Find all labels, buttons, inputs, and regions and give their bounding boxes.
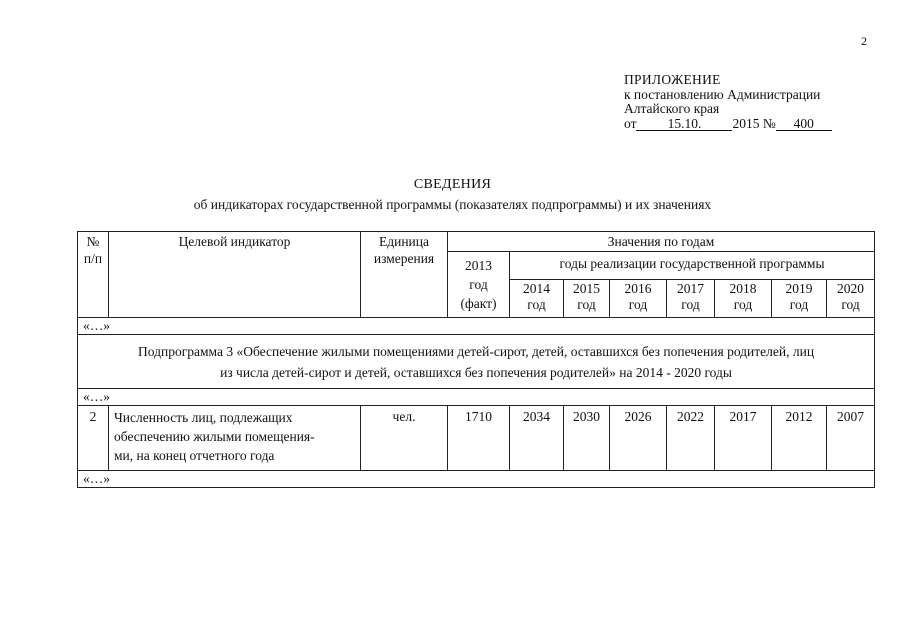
appendix-title: ПРИЛОЖЕНИЕ: [624, 72, 721, 87]
decree-date: 15.10.: [636, 117, 732, 131]
value-2015: 2030: [564, 406, 610, 471]
header-base-year: [448, 252, 510, 318]
base-year-note: год (факт): [460, 277, 497, 311]
base-year: 2013: [465, 258, 492, 273]
row-unit: чел.: [361, 406, 448, 471]
table-row: [78, 318, 875, 335]
header-row: [78, 232, 875, 252]
ellipsis-row: «…»: [78, 389, 875, 406]
header-year-2016: 2016 год: [610, 280, 667, 318]
value-2013: 1710: [448, 406, 510, 471]
page-number: 2: [861, 34, 867, 48]
table-row: [78, 389, 875, 406]
decree-number: 400: [776, 117, 832, 131]
header-values-by-year: Значения по годам: [448, 232, 875, 252]
ellipsis-row: «…»: [78, 318, 875, 335]
subprogram-line-2: из числа детей-сирот и детей, оставшихся без попечения родителей» на 2014 - 2020 годы: [220, 364, 732, 380]
header-year-2014: 2014 год: [510, 280, 564, 318]
appendix-line-1: к постановлению Администрации: [624, 86, 821, 102]
value-2017: 2022: [667, 406, 715, 471]
appendix-date-line: [624, 117, 832, 132]
header-year-2019: 2019 год: [772, 280, 827, 318]
header-unit: Единица измерения: [361, 232, 448, 318]
value-2019: 2012: [772, 406, 827, 471]
header-year-2018: 2018 год: [715, 280, 772, 318]
table-row: [78, 335, 875, 389]
appendix-block: [624, 73, 832, 131]
value-2020: 2007: [827, 406, 875, 471]
document-subtitle: об индикаторах государственной программы (показателях подпрограммы) и их значениях: [193, 197, 712, 212]
subprogram-title: [78, 335, 875, 389]
indicators-table: [77, 231, 875, 488]
year-label: 2015 №: [732, 115, 776, 131]
table-row: [78, 406, 875, 471]
document-title: СВЕДЕНИЯ: [413, 177, 492, 192]
ellipsis-row: «…»: [78, 471, 875, 488]
header-indicator: Целевой индикатор: [109, 232, 361, 318]
subprogram-line-1: Подпрограмма 3 «Обеспечение жилыми помещениями детей-сирот, детей, оставшихся без попечения родителей, лиц: [138, 343, 815, 359]
row-num: 2: [78, 406, 109, 471]
header-year-2015: 2015 год: [564, 280, 610, 318]
value-2014: 2034: [510, 406, 564, 471]
header-implementation-years: годы реализации государственной программы: [510, 252, 875, 280]
value-2018: 2017: [715, 406, 772, 471]
value-2016: 2026: [610, 406, 667, 471]
table-row: [78, 471, 875, 488]
appendix-line-2: Алтайского края: [624, 101, 720, 116]
row-indicator: Численность лиц, подлежащих обеспечению жилыми помещения- ми, на конец отчетного года: [109, 406, 361, 471]
header-year-2017: 2017 год: [667, 280, 715, 318]
header-year-2020: 2020 год: [827, 280, 875, 318]
header-num: № п/п: [78, 232, 109, 318]
from-label: от: [624, 115, 637, 131]
